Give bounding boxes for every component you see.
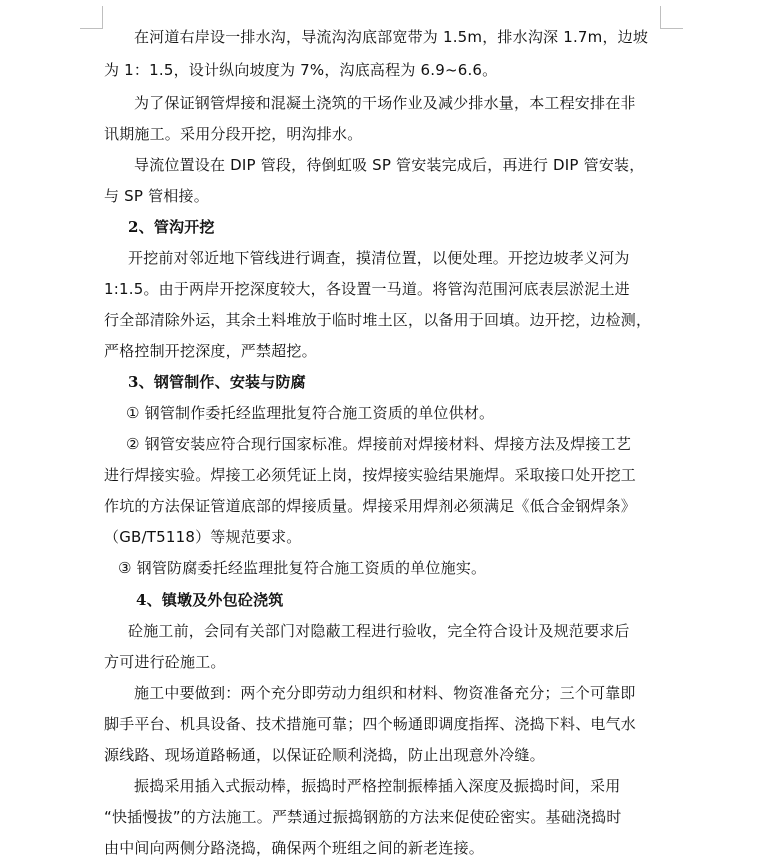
text-line: 严格控制开挖深度，严禁超挖。 [104,342,317,360]
section-heading: 2、管沟开挖 [128,218,215,236]
section-heading: 4、镇墩及外包砼浇筑 [136,591,284,609]
text-line: 在河道右岸设一排水沟，导流沟沟底部宽带为 1.5m，排水沟深 1.7m，边坡 [134,28,649,46]
text-line: 源线路、现场道路畅通，以保证砼顺利浇捣，防止出现意外冷缝。 [104,746,545,764]
text-line: 作坑的方法保证管道底部的焊接质量。焊接采用焊剂必须满足《低合金钢焊条》 [104,497,637,515]
text-line: 导流位置设在 DIP 管段，待倒虹吸 SP 管安装完成后，再进行 DIP 管安装， [134,156,645,174]
text-line: 行全部清除外运，其余土料堆放于临时堆土区，以备用于回填。边开挖，边检测， [104,311,652,329]
list-item-line: ③ 钢管防腐委托经监理批复符合施工资质的单位施实。 [118,559,487,577]
text-line: 讯期施工。采用分段开挖，明沟排水。 [104,125,363,143]
text-line: （GB/T5118）等规范要求。 [104,528,302,546]
list-item-line: ② 钢管安装应符合现行国家标准。焊接前对焊接材料、焊接方法及焊接工艺 [126,435,632,453]
text-line: 进行焊接实验。焊接工必须凭证上岗，按焊接实验结果施焊。采取接口处开挖工 [104,466,637,484]
text-line: 为 1：1.5，设计纵向坡度为 7%，沟底高程为 6.9~6.6。 [104,61,498,79]
text-line: 方可进行砼施工。 [104,653,226,671]
text-line: 砼施工前，会同有关部门对隐蔽工程进行验收，完全符合设计及规范要求后 [128,622,630,640]
text-line: 开挖前对邻近地下管线进行调查，摸清位置，以便处理。开挖边坡孝义河为 [128,249,630,267]
text-line: 为了保证钢管焊接和混凝土浇筑的干场作业及减少排水量，本工程安排在非 [134,94,636,112]
text-line: “快插慢拔”的方法施工。严禁通过振捣钢筋的方法来促使砼密实。基础浇捣时 [104,808,622,826]
text-line: 施工中要做到：两个充分即劳动力组织和材料、物资准备充分；三个可靠即 [134,684,636,702]
text-line: 脚手平台、机具设备、技术措施可靠；四个畅通即调度指挥、浇捣下料、电气水 [104,715,637,733]
page-corner-mark-left [80,6,103,29]
text-line: 1:1.5。由于两岸开挖深度较大，各设置一马道。将管沟范围河底表层淤泥土进 [104,280,630,298]
section-heading: 3、钢管制作、安装与防腐 [128,373,306,391]
text-line: 与 SP 管相接。 [104,187,209,205]
text-line: 由中间向两侧分路浇捣，确保两个班组之间的新老连接。 [104,839,485,857]
text-line: 振捣采用插入式振动棒，振捣时严格控制振棒插入深度及振捣时间，采用 [134,777,621,795]
list-item-line: ① 钢管制作委托经监理批复符合施工资质的单位供材。 [126,404,495,422]
